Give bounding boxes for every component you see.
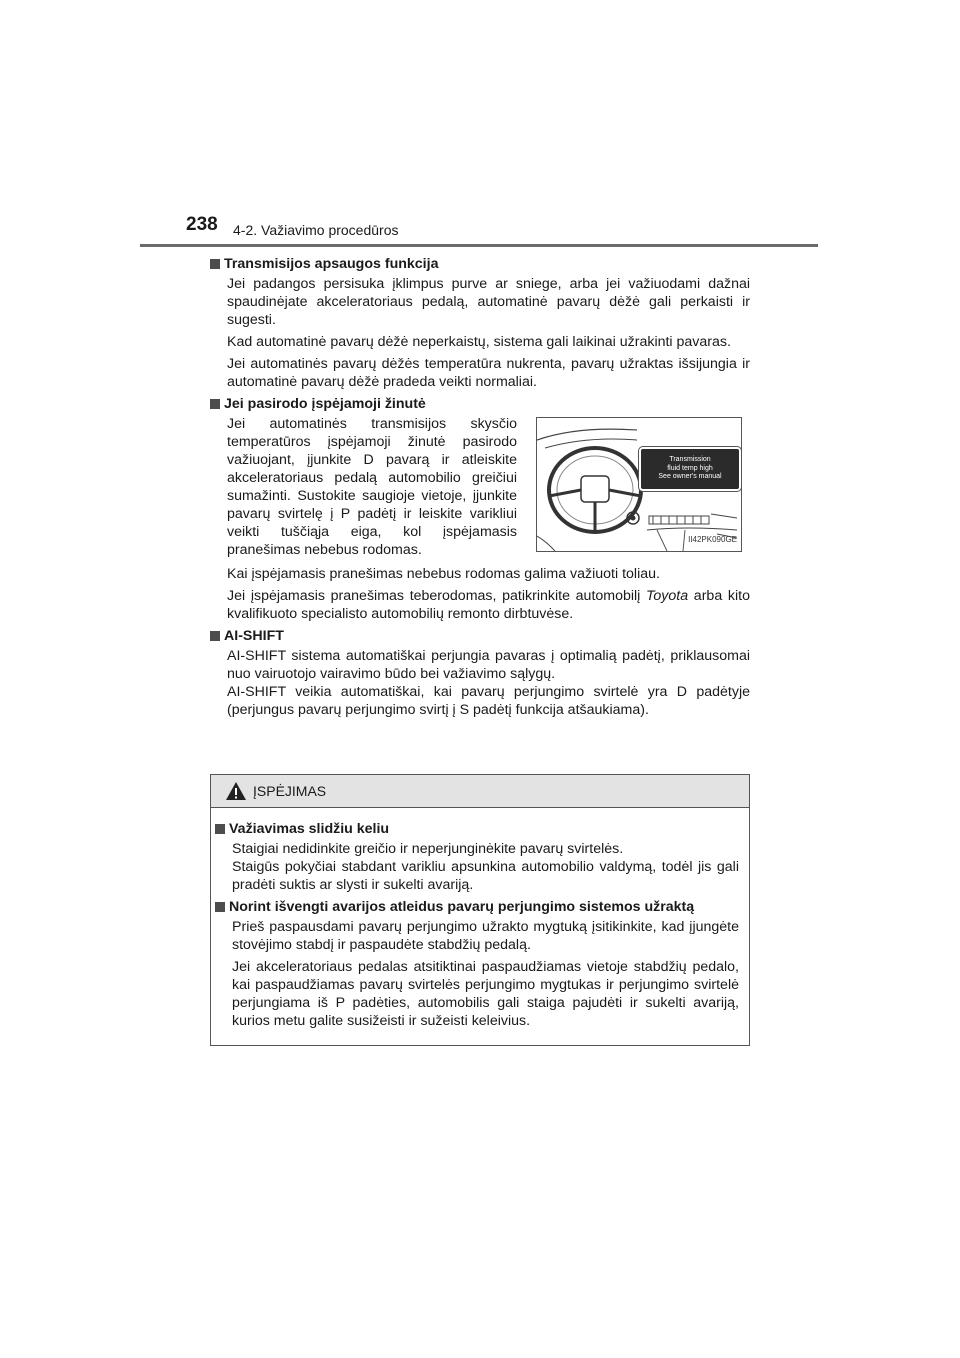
text-span: Jei įspėjamasis pranešimas teberodomas, patikrinkite automobilį	[227, 588, 647, 604]
section-heading	[210, 627, 750, 645]
paragraph: Staigiai nedidinkite greičio ir neperjunginėkite pavarų svirtelės.	[232, 841, 624, 857]
section-heading	[210, 255, 750, 273]
paragraph: Jei automatinės transmisijos skysčio temperatūros įspėjamoji žinutė pasirodo važiuojant, įjunkite D pavarą ir atleiskite akceleratoriaus pedalą automobilio greičiui sumažinti. Sustokite saugioje vietoje, įjunkite pavarų svirtelę į P padėtį ir leiskite varikliui veikti tuščiąja eiga, kol įspėjamasis pranešimas nebebus rodomas.	[227, 416, 517, 558]
display-line: Transmission	[669, 456, 711, 464]
section-heading	[215, 898, 739, 916]
paragraph: Jei akceleratoriaus pedalas atsitiktinai paspaudžiamas vietoje stabdžių pedalo, kai paspaudžiamas pavarų svirtelės perjungimo mygtukas ir perjungimo svirtelė perjungiama iš P padėties, automobilis gali staiga pajudėti ir sukelti avariją, kurios metu galite susižeisti ir sužeisti keleivius.	[232, 959, 739, 1029]
heading-text: AI-SHIFT	[224, 628, 284, 644]
paragraph: Kai įspėjamasis pranešimas nebebus rodomas galima važiuoti toliau.	[227, 566, 660, 582]
square-bullet-icon	[210, 259, 220, 269]
page-number: 238	[186, 214, 218, 235]
heading-text: Jei pasirodo įspėjamoji žinutė	[224, 396, 426, 412]
paragraph: Kad automatinė pavarų dėžė neperkaistų, sistema gali laikinai užrakinti pavaras.	[227, 334, 731, 350]
heading-text: Transmisijos apsaugos funkcija	[224, 256, 439, 272]
paragraph: AI-SHIFT sistema automatiškai perjungia pavaras į optimalią padėtį, priklausomai nuo vairuotojo vairavimo būdo bei važiavimo sąlygų.	[227, 648, 750, 682]
text-span: arba kito kvalifikuoto specialisto automobilių remonto dirbtuvėse.	[227, 588, 750, 622]
section-heading	[210, 395, 750, 413]
warning-header	[211, 775, 749, 808]
header-rule	[140, 244, 818, 247]
paragraph	[227, 587, 750, 623]
ai-shift-section	[210, 627, 750, 719]
square-bullet-icon	[215, 824, 225, 834]
paragraph: Jei padangos persisuka įklimpus purve ar sniege, arba jei važiuodami dažnai spaudinėjate akceleratoriaus pedalą, automatinė pavarų dėžė gali perkaisti ir sugesti.	[227, 276, 750, 328]
main-content	[210, 255, 750, 723]
brand-name: Toyota	[646, 588, 689, 604]
warning-message-section	[210, 395, 750, 623]
paragraph: Prieš paspausdami pavarų perjungimo užrakto mygtuką įsitikinkite, kad įjungėte stovėjimo stabdį ir paspaudėte stabdžių pedalą.	[232, 919, 739, 953]
square-bullet-icon	[210, 399, 220, 409]
warning-title: ĮSPĖJIMAS	[253, 783, 327, 799]
paragraph: Jei automatinės pavarų dėžės temperatūra nukrenta, pavarų užraktas išsijungia ir automatinė pavarų dėžė pradeda veikti normaliai.	[227, 356, 750, 390]
warning-box	[210, 774, 750, 1046]
text-with-figure	[227, 415, 750, 559]
square-bullet-icon	[215, 902, 225, 912]
paragraph: Staigūs pokyčiai stabdant varikliu apsunkina automobilio valdymą, todėl jis gali pradėti suktis ar slysti ir sukelti avariją.	[232, 859, 739, 893]
square-bullet-icon	[210, 631, 220, 641]
display-line: See owner's manual	[658, 473, 722, 481]
transmission-warning-display	[639, 447, 741, 491]
section-heading	[215, 820, 739, 838]
heading-text: Norint išvengti avarijos atleidus pavarų perjungimo sistemos užraktą	[229, 899, 695, 915]
heading-text: Važiavimas slidžiu keliu	[229, 821, 390, 837]
section-title: 4-2. Važiavimo procedūros	[233, 222, 399, 238]
warning-triangle-icon	[225, 781, 247, 801]
figure-code: II42PK090GE	[688, 535, 737, 544]
protection-section	[210, 255, 750, 391]
paragraph: AI-SHIFT veikia automatiškai, kai pavarų perjungimo svirtelė yra D padėtyje (perjungus pavarų perjungimo svirtį į S padėtį funkcija atšaukiama).	[227, 684, 750, 718]
dashboard-illustration	[536, 417, 742, 552]
warning-body	[211, 808, 749, 1030]
display-line: fluid temp high	[667, 464, 713, 472]
